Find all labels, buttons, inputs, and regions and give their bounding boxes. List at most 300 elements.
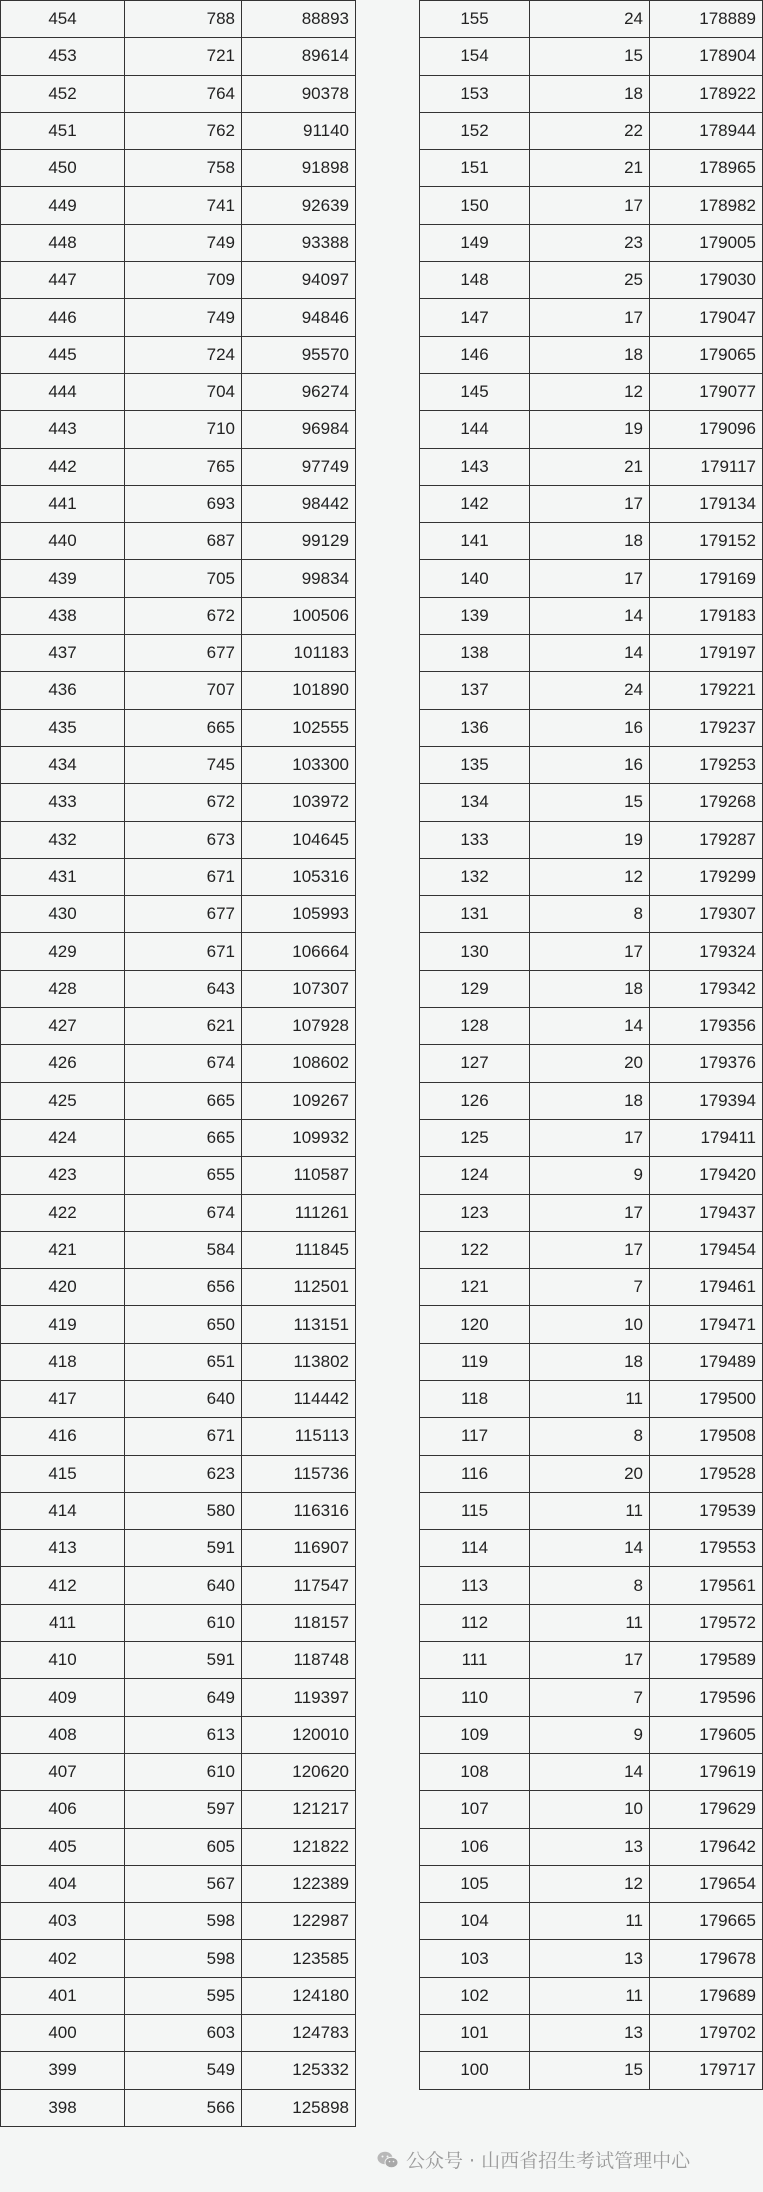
count-cell: 11	[530, 1380, 650, 1417]
count-cell: 18	[530, 336, 650, 373]
count-cell: 17	[530, 1194, 650, 1231]
cumulative-cell: 179030	[650, 262, 763, 299]
count-cell: 705	[125, 560, 242, 597]
count-cell: 671	[125, 858, 242, 895]
count-cell: 623	[125, 1455, 242, 1492]
table-row	[1, 1380, 356, 1417]
count-cell: 12	[530, 373, 650, 410]
score-cell: 105	[420, 1865, 530, 1902]
table-row	[420, 262, 763, 299]
score-cell: 418	[1, 1343, 125, 1380]
score-cell: 139	[420, 597, 530, 634]
count-cell: 672	[125, 784, 242, 821]
score-cell: 401	[1, 1977, 125, 2014]
table-row	[1, 112, 356, 149]
table-row	[420, 858, 763, 895]
cumulative-cell: 118157	[242, 1604, 356, 1641]
score-cell: 122	[420, 1231, 530, 1268]
table-row	[420, 448, 763, 485]
count-cell: 749	[125, 299, 242, 336]
table-row	[420, 1157, 763, 1194]
count-cell: 613	[125, 1716, 242, 1753]
count-cell: 11	[530, 1977, 650, 2014]
score-cell: 434	[1, 746, 125, 783]
table-row	[420, 1791, 763, 1828]
table-row	[1, 1045, 356, 1082]
count-cell: 25	[530, 262, 650, 299]
score-cell: 131	[420, 896, 530, 933]
cumulative-cell: 119397	[242, 1679, 356, 1716]
cumulative-cell: 179237	[650, 709, 763, 746]
table-row	[1, 523, 356, 560]
score-cell: 420	[1, 1269, 125, 1306]
score-cell: 155	[420, 1, 530, 38]
score-cell: 408	[1, 1716, 125, 1753]
cumulative-cell: 125898	[242, 2089, 356, 2126]
score-cell: 411	[1, 1604, 125, 1641]
table-row	[1, 1642, 356, 1679]
count-cell: 24	[530, 672, 650, 709]
score-cell: 429	[1, 933, 125, 970]
table-row	[420, 1903, 763, 1940]
table-row	[420, 1269, 763, 1306]
table-row	[420, 112, 763, 149]
cumulative-cell: 111845	[242, 1231, 356, 1268]
table-row	[1, 1716, 356, 1753]
count-cell: 591	[125, 1642, 242, 1679]
table-row	[1, 1679, 356, 1716]
count-cell: 597	[125, 1791, 242, 1828]
count-cell: 18	[530, 1343, 650, 1380]
table-row	[420, 821, 763, 858]
cumulative-cell: 103300	[242, 746, 356, 783]
table-row	[1, 2089, 356, 2126]
table-row	[1, 1119, 356, 1156]
table-row	[1, 2015, 356, 2052]
cumulative-cell: 179489	[650, 1343, 763, 1380]
cumulative-cell: 112501	[242, 1269, 356, 1306]
count-cell: 788	[125, 1, 242, 38]
score-cell: 116	[420, 1455, 530, 1492]
cumulative-cell: 179394	[650, 1082, 763, 1119]
table-row	[420, 560, 763, 597]
table-row	[420, 1343, 763, 1380]
count-cell: 12	[530, 858, 650, 895]
table-row	[1, 373, 356, 410]
table-row	[420, 635, 763, 672]
table-row	[1, 262, 356, 299]
cumulative-cell: 179096	[650, 411, 763, 448]
score-cell: 451	[1, 112, 125, 149]
table-row	[420, 1231, 763, 1268]
score-cell: 435	[1, 709, 125, 746]
score-cell: 436	[1, 672, 125, 709]
score-cell: 112	[420, 1604, 530, 1641]
count-cell: 16	[530, 746, 650, 783]
table-row	[420, 1567, 763, 1604]
count-cell: 14	[530, 1753, 650, 1790]
score-cell: 145	[420, 373, 530, 410]
score-cell: 138	[420, 635, 530, 672]
count-cell: 762	[125, 112, 242, 149]
count-cell: 598	[125, 1940, 242, 1977]
cumulative-cell: 179376	[650, 1045, 763, 1082]
table-row	[420, 1530, 763, 1567]
cumulative-cell: 179047	[650, 299, 763, 336]
count-cell: 567	[125, 1865, 242, 1902]
table-row	[1, 1865, 356, 1902]
table-row	[420, 672, 763, 709]
score-cell: 150	[420, 187, 530, 224]
cumulative-cell: 179665	[650, 1903, 763, 1940]
cumulative-cell: 179528	[650, 1455, 763, 1492]
score-cell: 101	[420, 2015, 530, 2052]
cumulative-cell: 123585	[242, 1940, 356, 1977]
count-cell: 20	[530, 1455, 650, 1492]
score-cell: 143	[420, 448, 530, 485]
count-cell: 598	[125, 1903, 242, 1940]
table-row	[1, 448, 356, 485]
count-cell: 17	[530, 1642, 650, 1679]
count-cell: 603	[125, 2015, 242, 2052]
count-cell: 580	[125, 1492, 242, 1529]
cumulative-cell: 179605	[650, 1716, 763, 1753]
score-cell: 453	[1, 38, 125, 75]
table-row	[420, 224, 763, 261]
table-row	[1, 1231, 356, 1268]
count-cell: 640	[125, 1567, 242, 1604]
score-cell: 121	[420, 1269, 530, 1306]
cumulative-cell: 96274	[242, 373, 356, 410]
score-cell: 110	[420, 1679, 530, 1716]
score-cell: 136	[420, 709, 530, 746]
score-cell: 118	[420, 1380, 530, 1417]
table-row	[1, 784, 356, 821]
count-cell: 656	[125, 1269, 242, 1306]
score-cell: 137	[420, 672, 530, 709]
table-row	[1, 150, 356, 187]
cumulative-cell: 179689	[650, 1977, 763, 2014]
cumulative-cell: 98442	[242, 485, 356, 522]
count-cell: 17	[530, 485, 650, 522]
table-row	[420, 1865, 763, 1902]
cumulative-cell: 97749	[242, 448, 356, 485]
score-cell: 108	[420, 1753, 530, 1790]
cumulative-cell: 95570	[242, 336, 356, 373]
cumulative-cell: 124180	[242, 1977, 356, 2014]
score-cell: 449	[1, 187, 125, 224]
score-cell: 106	[420, 1828, 530, 1865]
cumulative-cell: 107307	[242, 970, 356, 1007]
cumulative-cell: 178922	[650, 75, 763, 112]
cumulative-cell: 178944	[650, 112, 763, 149]
table-row	[420, 485, 763, 522]
table-row	[420, 38, 763, 75]
table-row	[1, 75, 356, 112]
count-cell: 621	[125, 1008, 242, 1045]
cumulative-cell: 179508	[650, 1418, 763, 1455]
score-cell: 431	[1, 858, 125, 895]
count-cell: 673	[125, 821, 242, 858]
score-cell: 123	[420, 1194, 530, 1231]
count-cell: 640	[125, 1380, 242, 1417]
cumulative-cell: 178965	[650, 150, 763, 187]
cumulative-cell: 120010	[242, 1716, 356, 1753]
cumulative-cell: 179642	[650, 1828, 763, 1865]
count-cell: 10	[530, 1791, 650, 1828]
table-row	[420, 1977, 763, 2014]
cumulative-cell: 179561	[650, 1567, 763, 1604]
cumulative-cell: 179411	[650, 1119, 763, 1156]
cumulative-cell: 117547	[242, 1567, 356, 1604]
table-row	[420, 1492, 763, 1529]
score-cell: 424	[1, 1119, 125, 1156]
count-cell: 655	[125, 1157, 242, 1194]
table-row	[1, 1903, 356, 1940]
table-row	[1, 560, 356, 597]
count-cell: 11	[530, 1903, 650, 1940]
cumulative-cell: 89614	[242, 38, 356, 75]
score-cell: 417	[1, 1380, 125, 1417]
wechat-icon	[376, 2148, 400, 2172]
count-cell: 17	[530, 933, 650, 970]
score-cell: 153	[420, 75, 530, 112]
count-cell: 19	[530, 411, 650, 448]
count-cell: 724	[125, 336, 242, 373]
score-cell: 422	[1, 1194, 125, 1231]
cumulative-cell: 121217	[242, 1791, 356, 1828]
score-cell: 103	[420, 1940, 530, 1977]
count-cell: 12	[530, 1865, 650, 1902]
cumulative-cell: 99834	[242, 560, 356, 597]
table-row	[1, 1418, 356, 1455]
table-row	[420, 336, 763, 373]
count-cell: 8	[530, 1567, 650, 1604]
table-row	[420, 1455, 763, 1492]
table-row	[1, 1, 356, 38]
count-cell: 605	[125, 1828, 242, 1865]
cumulative-cell: 179702	[650, 2015, 763, 2052]
count-cell: 693	[125, 485, 242, 522]
score-cell: 446	[1, 299, 125, 336]
cumulative-cell: 179307	[650, 896, 763, 933]
score-cell: 414	[1, 1492, 125, 1529]
table-row	[1, 1306, 356, 1343]
cumulative-cell: 179077	[650, 373, 763, 410]
count-cell: 687	[125, 523, 242, 560]
score-cell: 430	[1, 896, 125, 933]
count-cell: 610	[125, 1604, 242, 1641]
cumulative-cell: 90378	[242, 75, 356, 112]
cumulative-cell: 113151	[242, 1306, 356, 1343]
table-row	[420, 299, 763, 336]
table-row	[1, 933, 356, 970]
table-row	[1, 1269, 356, 1306]
count-cell: 17	[530, 299, 650, 336]
score-cell: 413	[1, 1530, 125, 1567]
score-cell: 410	[1, 1642, 125, 1679]
cumulative-cell: 179197	[650, 635, 763, 672]
count-cell: 21	[530, 150, 650, 187]
table-row	[420, 1828, 763, 1865]
table-row	[420, 746, 763, 783]
cumulative-cell: 179342	[650, 970, 763, 1007]
count-cell: 764	[125, 75, 242, 112]
table-row	[1, 970, 356, 1007]
table-row	[1, 2052, 356, 2089]
score-cell: 400	[1, 2015, 125, 2052]
table-row	[1, 1753, 356, 1790]
score-cell: 132	[420, 858, 530, 895]
count-cell: 674	[125, 1194, 242, 1231]
table-row	[420, 709, 763, 746]
table-row	[420, 1, 763, 38]
cumulative-cell: 179572	[650, 1604, 763, 1641]
cumulative-cell: 179134	[650, 485, 763, 522]
count-cell: 721	[125, 38, 242, 75]
cumulative-cell: 179437	[650, 1194, 763, 1231]
table-row	[420, 784, 763, 821]
table-row	[1, 1940, 356, 1977]
count-cell: 591	[125, 1530, 242, 1567]
count-cell: 17	[530, 187, 650, 224]
cumulative-cell: 114442	[242, 1380, 356, 1417]
table-row	[1, 1604, 356, 1641]
score-cell: 426	[1, 1045, 125, 1082]
cumulative-cell: 106664	[242, 933, 356, 970]
score-cell: 427	[1, 1008, 125, 1045]
score-cell: 404	[1, 1865, 125, 1902]
count-cell: 24	[530, 1, 650, 38]
cumulative-cell: 92639	[242, 187, 356, 224]
table-row	[1, 1157, 356, 1194]
table-row	[1, 746, 356, 783]
cumulative-cell: 179268	[650, 784, 763, 821]
table-row	[420, 1940, 763, 1977]
table-row	[420, 1753, 763, 1790]
table-row	[420, 597, 763, 634]
count-cell: 677	[125, 896, 242, 933]
score-cell: 432	[1, 821, 125, 858]
table-row	[420, 1716, 763, 1753]
score-cell: 152	[420, 112, 530, 149]
score-cell: 146	[420, 336, 530, 373]
cumulative-cell: 179324	[650, 933, 763, 970]
count-cell: 671	[125, 933, 242, 970]
count-cell: 566	[125, 2089, 242, 2126]
table-row	[420, 1194, 763, 1231]
cumulative-cell: 179553	[650, 1530, 763, 1567]
table-row	[420, 933, 763, 970]
score-cell: 126	[420, 1082, 530, 1119]
score-cell: 423	[1, 1157, 125, 1194]
cumulative-cell: 179005	[650, 224, 763, 261]
table-row	[420, 1119, 763, 1156]
cumulative-cell: 179461	[650, 1269, 763, 1306]
table-row	[1, 224, 356, 261]
cumulative-cell: 179654	[650, 1865, 763, 1902]
score-cell: 407	[1, 1753, 125, 1790]
count-cell: 643	[125, 970, 242, 1007]
cumulative-cell: 179152	[650, 523, 763, 560]
cumulative-cell: 104645	[242, 821, 356, 858]
cumulative-cell: 109932	[242, 1119, 356, 1156]
table-row	[420, 1306, 763, 1343]
table-row	[1, 1977, 356, 2014]
score-cell: 444	[1, 373, 125, 410]
cumulative-cell: 115113	[242, 1418, 356, 1455]
count-cell: 741	[125, 187, 242, 224]
cumulative-cell: 93388	[242, 224, 356, 261]
score-cell: 403	[1, 1903, 125, 1940]
score-cell: 111	[420, 1642, 530, 1679]
count-cell: 765	[125, 448, 242, 485]
table-row	[420, 2015, 763, 2052]
cumulative-cell: 122389	[242, 1865, 356, 1902]
cumulative-cell: 178889	[650, 1, 763, 38]
count-cell: 749	[125, 224, 242, 261]
count-cell: 7	[530, 1679, 650, 1716]
count-cell: 22	[530, 112, 650, 149]
count-cell: 17	[530, 1231, 650, 1268]
count-cell: 23	[530, 224, 650, 261]
count-cell: 758	[125, 150, 242, 187]
cumulative-cell: 91898	[242, 150, 356, 187]
count-cell: 18	[530, 1082, 650, 1119]
score-cell: 447	[1, 262, 125, 299]
count-cell: 8	[530, 896, 650, 933]
count-cell: 14	[530, 1008, 650, 1045]
cumulative-cell: 100506	[242, 597, 356, 634]
cumulative-cell: 179589	[650, 1642, 763, 1679]
score-cell: 149	[420, 224, 530, 261]
table-row	[420, 1642, 763, 1679]
score-cell: 133	[420, 821, 530, 858]
table-row	[420, 2052, 763, 2089]
cumulative-cell: 179117	[650, 448, 763, 485]
score-cell: 109	[420, 1716, 530, 1753]
table-row	[1, 1082, 356, 1119]
cumulative-cell: 121822	[242, 1828, 356, 1865]
count-cell: 11	[530, 1492, 650, 1529]
cumulative-cell: 94097	[242, 262, 356, 299]
count-cell: 10	[530, 1306, 650, 1343]
cumulative-cell: 179253	[650, 746, 763, 783]
count-cell: 674	[125, 1045, 242, 1082]
count-cell: 595	[125, 1977, 242, 2014]
count-cell: 13	[530, 1828, 650, 1865]
score-cell: 450	[1, 150, 125, 187]
count-cell: 9	[530, 1716, 650, 1753]
cumulative-cell: 179287	[650, 821, 763, 858]
cumulative-cell: 105993	[242, 896, 356, 933]
cumulative-cell: 116316	[242, 1492, 356, 1529]
cumulative-cell: 125332	[242, 2052, 356, 2089]
count-cell: 14	[530, 635, 650, 672]
cumulative-cell: 178904	[650, 38, 763, 75]
count-cell: 671	[125, 1418, 242, 1455]
count-cell: 665	[125, 1119, 242, 1156]
cumulative-cell: 179454	[650, 1231, 763, 1268]
count-cell: 15	[530, 784, 650, 821]
cumulative-cell: 91140	[242, 112, 356, 149]
count-cell: 584	[125, 1231, 242, 1268]
count-cell: 14	[530, 1530, 650, 1567]
count-cell: 9	[530, 1157, 650, 1194]
table-row	[1, 38, 356, 75]
table-row	[420, 970, 763, 1007]
cumulative-cell: 88893	[242, 1, 356, 38]
